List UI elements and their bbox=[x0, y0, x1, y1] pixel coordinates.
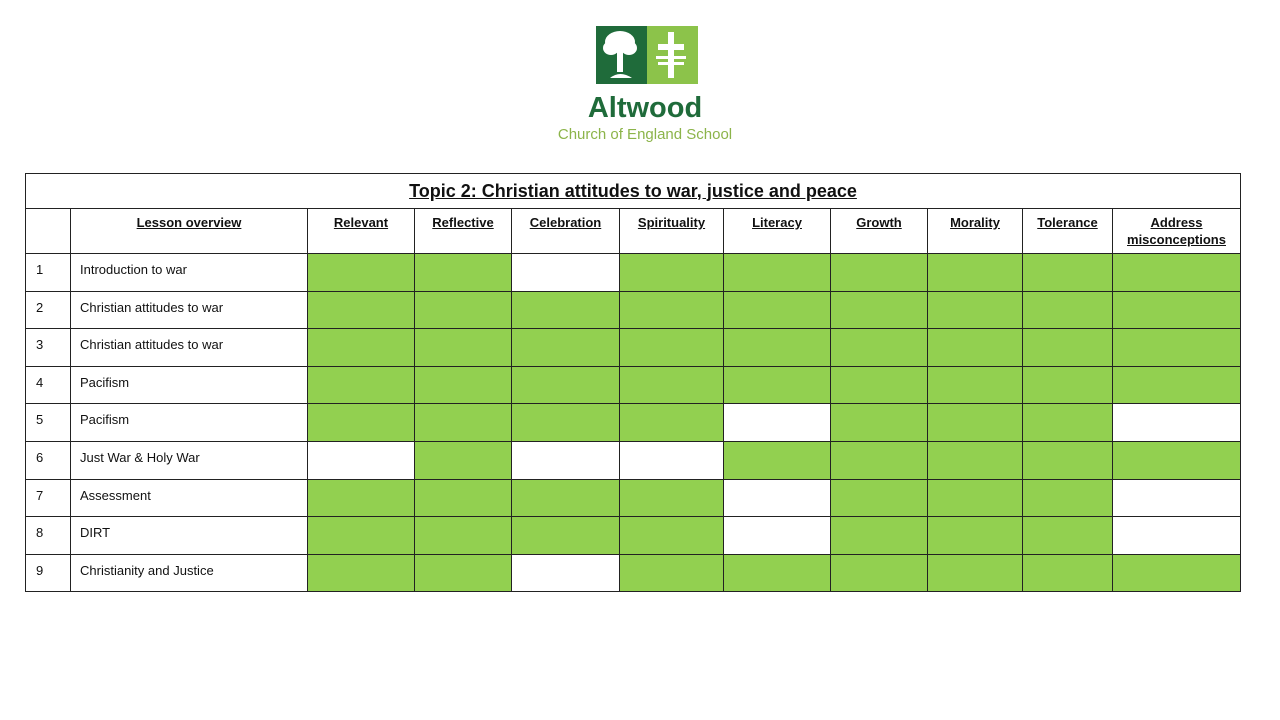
coverage-cell-address-misconceptions bbox=[1113, 554, 1241, 592]
table-row bbox=[26, 404, 1241, 442]
coverage-cell-relevant bbox=[308, 404, 415, 442]
coverage-cell-relevant bbox=[308, 366, 415, 404]
coverage-cell-relevant bbox=[308, 517, 415, 555]
lesson-number: 8 bbox=[26, 517, 71, 555]
lesson-title: Christian attitudes to war bbox=[71, 291, 308, 329]
tree-and-cross-icon bbox=[596, 26, 698, 84]
coverage-cell-tolerance bbox=[1023, 517, 1113, 555]
header-row bbox=[26, 209, 1241, 254]
coverage-cell-growth bbox=[831, 517, 928, 555]
table-row bbox=[26, 366, 1241, 404]
coverage-cell-address-misconceptions bbox=[1113, 329, 1241, 367]
coverage-cell-spirituality bbox=[620, 479, 724, 517]
coverage-cell-literacy bbox=[724, 554, 831, 592]
coverage-cell-tolerance bbox=[1023, 366, 1113, 404]
coverage-cell-spirituality bbox=[620, 291, 724, 329]
coverage-cell-spirituality bbox=[620, 441, 724, 479]
table-row bbox=[26, 441, 1241, 479]
coverage-cell-literacy bbox=[724, 254, 831, 292]
coverage-cell-address-misconceptions bbox=[1113, 479, 1241, 517]
coverage-cell-growth bbox=[831, 554, 928, 592]
header-tolerance: Tolerance bbox=[1023, 209, 1113, 254]
header-address-misconceptions: Address misconceptions bbox=[1113, 209, 1241, 254]
coverage-cell-relevant bbox=[308, 254, 415, 292]
coverage-cell-growth bbox=[831, 254, 928, 292]
coverage-cell-address-misconceptions bbox=[1113, 366, 1241, 404]
coverage-cell-celebration bbox=[512, 479, 620, 517]
lesson-number: 4 bbox=[26, 366, 71, 404]
coverage-cell-tolerance bbox=[1023, 254, 1113, 292]
coverage-cell-tolerance bbox=[1023, 554, 1113, 592]
coverage-cell-address-misconceptions bbox=[1113, 404, 1241, 442]
coverage-cell-tolerance bbox=[1023, 291, 1113, 329]
coverage-cell-celebration bbox=[512, 366, 620, 404]
header-literacy: Literacy bbox=[724, 209, 831, 254]
coverage-cell-morality bbox=[928, 554, 1023, 592]
lesson-title: Assessment bbox=[71, 479, 308, 517]
coverage-cell-celebration bbox=[512, 291, 620, 329]
coverage-cell-address-misconceptions bbox=[1113, 291, 1241, 329]
coverage-cell-relevant bbox=[308, 441, 415, 479]
lesson-number: 2 bbox=[26, 291, 71, 329]
coverage-cell-growth bbox=[831, 291, 928, 329]
coverage-cell-morality bbox=[928, 479, 1023, 517]
school-name: Altwood bbox=[587, 92, 703, 124]
lesson-title: Just War & Holy War bbox=[71, 441, 308, 479]
lesson-title: DIRT bbox=[71, 517, 308, 555]
header-number bbox=[26, 209, 71, 254]
coverage-cell-address-misconceptions bbox=[1113, 441, 1241, 479]
table-row bbox=[26, 291, 1241, 329]
table-body bbox=[26, 254, 1241, 592]
coverage-cell-reflective bbox=[415, 404, 512, 442]
coverage-cell-reflective bbox=[415, 517, 512, 555]
coverage-cell-reflective bbox=[415, 366, 512, 404]
coverage-cell-reflective bbox=[415, 479, 512, 517]
table-title: Topic 2: Christian attitudes to war, justice and peace bbox=[26, 174, 1241, 209]
coverage-cell-morality bbox=[928, 254, 1023, 292]
lesson-title: Pacifism bbox=[71, 366, 308, 404]
coverage-cell-reflective bbox=[415, 329, 512, 367]
school-subtitle: Church of England School bbox=[557, 126, 733, 143]
coverage-cell-address-misconceptions bbox=[1113, 254, 1241, 292]
coverage-cell-morality bbox=[928, 404, 1023, 442]
coverage-cell-literacy bbox=[724, 517, 831, 555]
coverage-cell-tolerance bbox=[1023, 329, 1113, 367]
lesson-title: Pacifism bbox=[71, 404, 308, 442]
coverage-cell-reflective bbox=[415, 254, 512, 292]
lesson-number: 6 bbox=[26, 441, 71, 479]
header-reflective: Reflective bbox=[415, 209, 512, 254]
header-morality: Morality bbox=[928, 209, 1023, 254]
coverage-cell-tolerance bbox=[1023, 479, 1113, 517]
header-relevant: Relevant bbox=[308, 209, 415, 254]
lesson-title: Christian attitudes to war bbox=[71, 329, 308, 367]
header-spirituality: Spirituality bbox=[620, 209, 724, 254]
table-row bbox=[26, 517, 1241, 555]
header-celebration: Celebration bbox=[512, 209, 620, 254]
coverage-cell-tolerance bbox=[1023, 404, 1113, 442]
coverage-cell-literacy bbox=[724, 441, 831, 479]
coverage-cell-relevant bbox=[308, 554, 415, 592]
coverage-cell-spirituality bbox=[620, 254, 724, 292]
lesson-number: 3 bbox=[26, 329, 71, 367]
coverage-cell-morality bbox=[928, 441, 1023, 479]
coverage-cell-spirituality bbox=[620, 329, 724, 367]
coverage-cell-literacy bbox=[724, 291, 831, 329]
lesson-number: 9 bbox=[26, 554, 71, 592]
lesson-number: 7 bbox=[26, 479, 71, 517]
coverage-cell-reflective bbox=[415, 554, 512, 592]
coverage-cell-literacy bbox=[724, 404, 831, 442]
coverage-cell-celebration bbox=[512, 441, 620, 479]
coverage-cell-celebration bbox=[512, 254, 620, 292]
coverage-cell-reflective bbox=[415, 291, 512, 329]
coverage-cell-spirituality bbox=[620, 554, 724, 592]
coverage-cell-celebration bbox=[512, 404, 620, 442]
coverage-cell-tolerance bbox=[1023, 441, 1113, 479]
table-row bbox=[26, 329, 1241, 367]
coverage-cell-celebration bbox=[512, 329, 620, 367]
coverage-cell-celebration bbox=[512, 554, 620, 592]
lesson-title: Introduction to war bbox=[71, 254, 308, 292]
header-growth: Growth bbox=[831, 209, 928, 254]
table-row bbox=[26, 479, 1241, 517]
table-row bbox=[26, 554, 1241, 592]
header-lesson-overview: Lesson overview bbox=[71, 209, 308, 254]
coverage-cell-relevant bbox=[308, 479, 415, 517]
coverage-cell-growth bbox=[831, 329, 928, 367]
lesson-number: 1 bbox=[26, 254, 71, 292]
coverage-cell-address-misconceptions bbox=[1113, 517, 1241, 555]
coverage-cell-reflective bbox=[415, 441, 512, 479]
coverage-cell-spirituality bbox=[620, 517, 724, 555]
lesson-coverage-table bbox=[25, 173, 1241, 592]
coverage-cell-literacy bbox=[724, 479, 831, 517]
coverage-cell-relevant bbox=[308, 291, 415, 329]
coverage-cell-morality bbox=[928, 291, 1023, 329]
coverage-cell-celebration bbox=[512, 517, 620, 555]
coverage-cell-growth bbox=[831, 441, 928, 479]
coverage-cell-spirituality bbox=[620, 366, 724, 404]
coverage-cell-literacy bbox=[724, 366, 831, 404]
coverage-cell-growth bbox=[831, 366, 928, 404]
coverage-cell-growth bbox=[831, 404, 928, 442]
coverage-cell-morality bbox=[928, 517, 1023, 555]
coverage-cell-spirituality bbox=[620, 404, 724, 442]
lesson-title: Christianity and Justice bbox=[71, 554, 308, 592]
lesson-number: 5 bbox=[26, 404, 71, 442]
coverage-cell-relevant bbox=[308, 329, 415, 367]
coverage-cell-literacy bbox=[724, 329, 831, 367]
coverage-cell-morality bbox=[928, 329, 1023, 367]
coverage-cell-morality bbox=[928, 366, 1023, 404]
table-row bbox=[26, 254, 1241, 292]
coverage-cell-growth bbox=[831, 479, 928, 517]
school-logo bbox=[540, 24, 750, 149]
